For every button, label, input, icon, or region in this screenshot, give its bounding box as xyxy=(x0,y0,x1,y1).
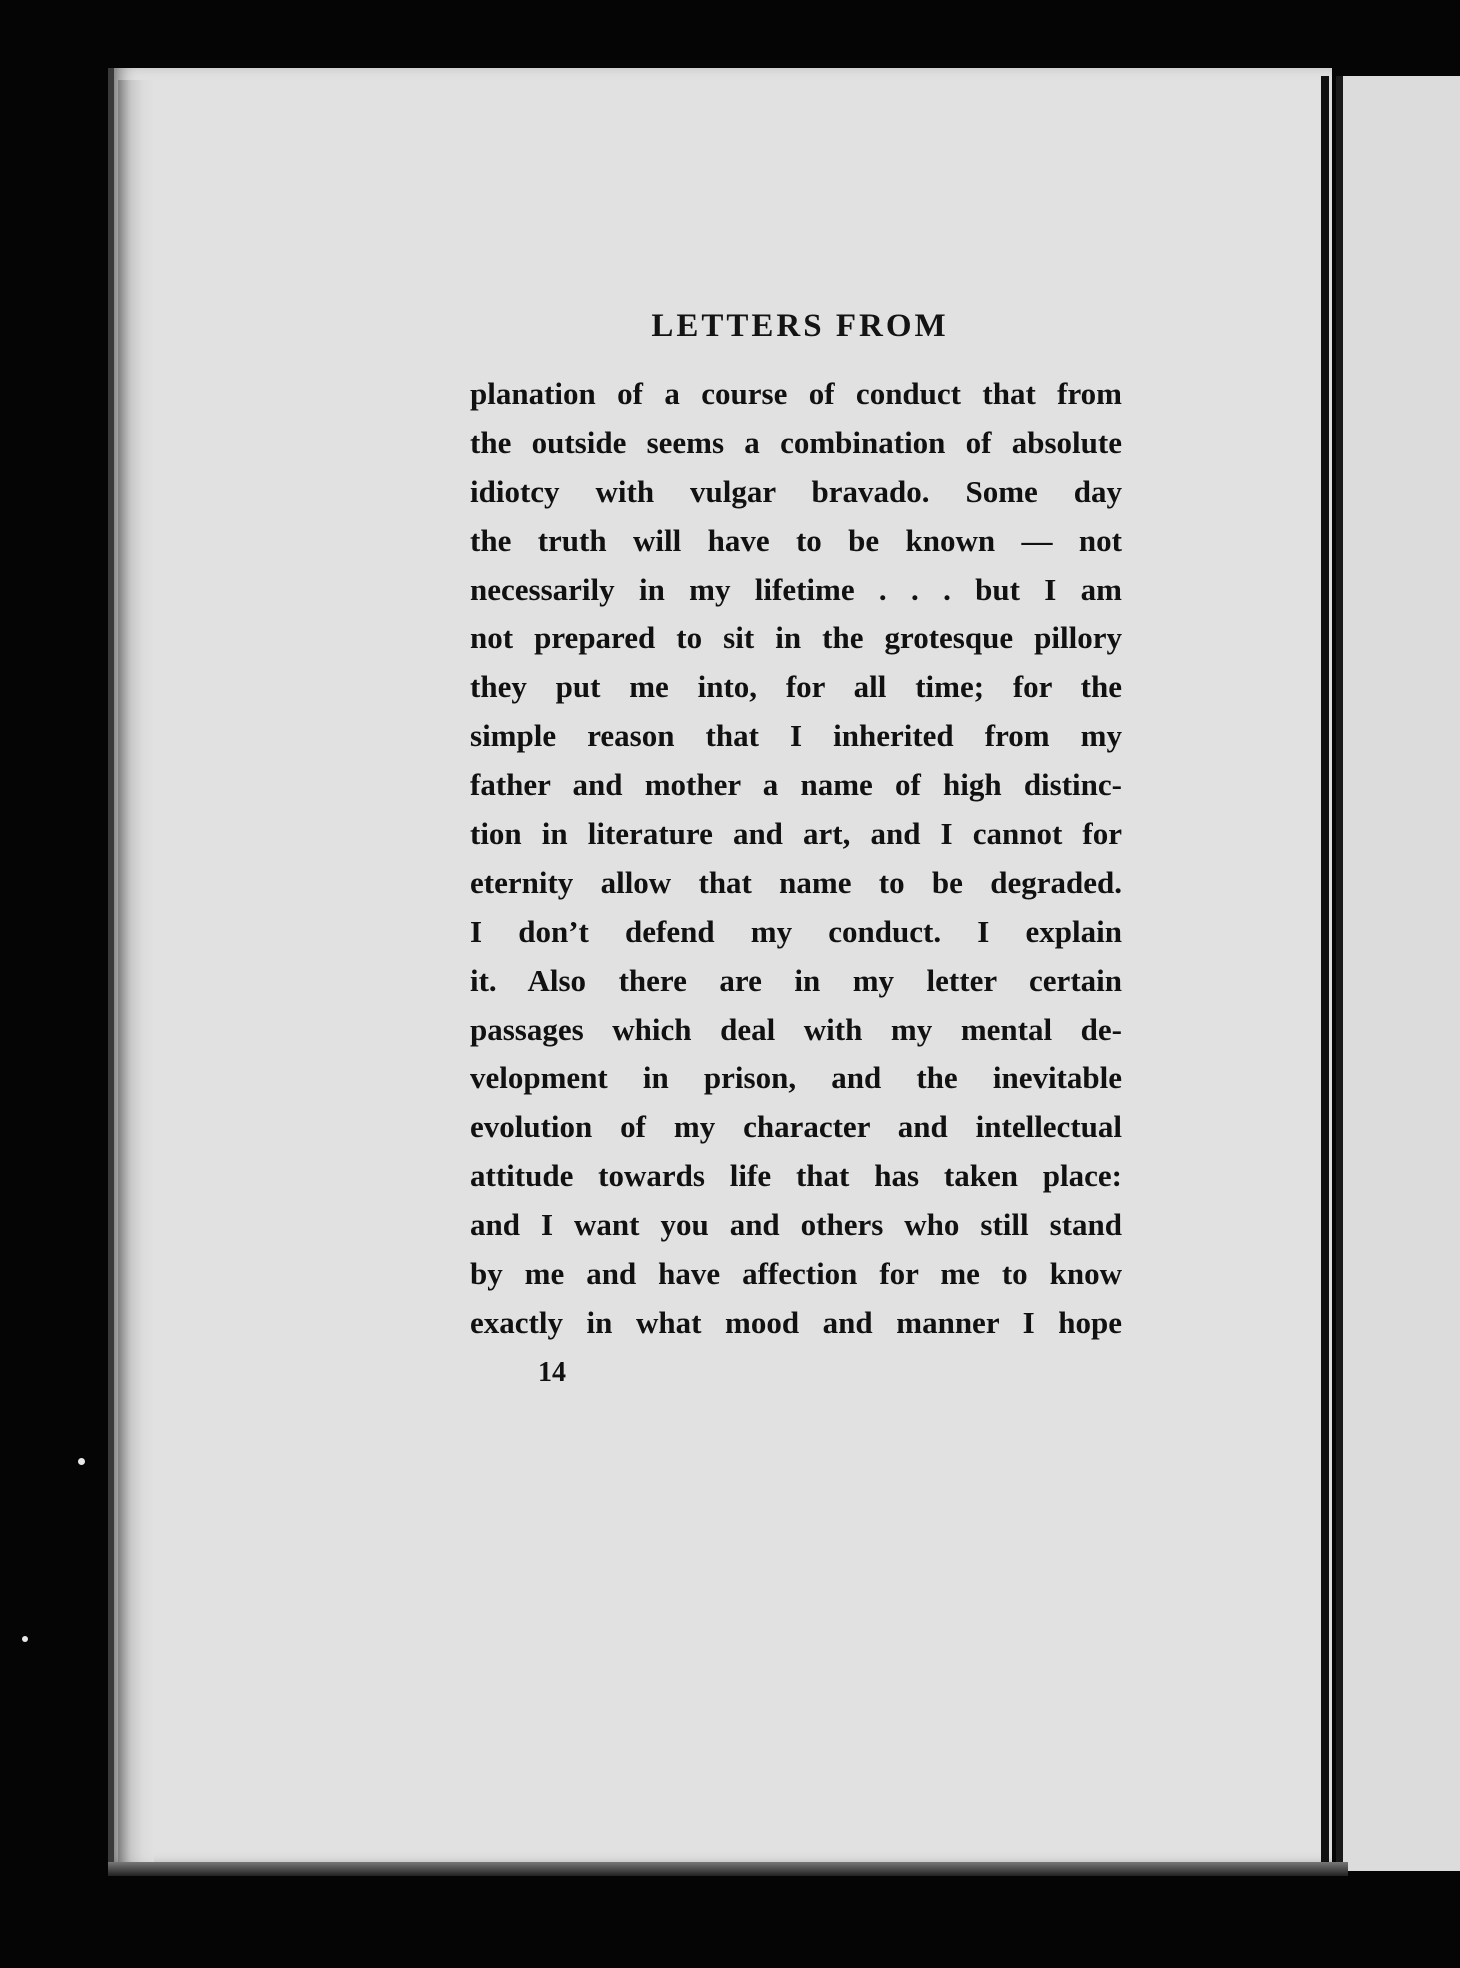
text-line: I don’t defend my conduct. I explain xyxy=(470,913,1122,949)
text-line: idiotcy with vulgar bravado. Some day xyxy=(470,473,1122,509)
facing-page-edge xyxy=(1336,76,1460,1871)
text-line: exactly in what mood and manner I hope xyxy=(470,1304,1122,1340)
text-line: passages which deal with my mental de- xyxy=(470,1011,1122,1047)
text-line: and I want you and others who still stand xyxy=(470,1207,1122,1243)
text-line: the outside seems a combination of absolute xyxy=(470,424,1122,460)
text-line: by me and have affection for me to know xyxy=(470,1256,1122,1292)
text-line: father and mother a name of high distinc- xyxy=(470,767,1122,803)
text-line: eternity allow that name to be degraded. xyxy=(470,864,1122,900)
running-head-text: LETTERS FROM xyxy=(651,308,949,344)
binding-shadow xyxy=(118,80,154,1865)
text-line: the truth will have to be known — not xyxy=(470,522,1122,558)
speck-mark xyxy=(22,1636,28,1642)
text-line: velopment in prison, and the inevitable xyxy=(470,1060,1122,1096)
text-line: evolution of my character and intellectual xyxy=(470,1109,1122,1145)
page-number: 14 xyxy=(538,1357,566,1388)
text-line: tion in literature and art, and I cannot for xyxy=(470,816,1122,852)
text-line: they put me into, for all time; for the xyxy=(470,669,1122,705)
text-line: necessarily in my lifetime . . . but I am xyxy=(470,571,1122,607)
text-line: not prepared to sit in the grotesque pillory xyxy=(470,620,1122,656)
page-bottom-edge xyxy=(108,1862,1348,1876)
text-line: attitude towards life that has taken place: xyxy=(470,1158,1122,1194)
body-text xyxy=(470,370,1122,1348)
page-gutter xyxy=(1321,76,1329,1871)
text-line: it. Also there are in my letter certain xyxy=(470,962,1122,998)
speck-mark xyxy=(78,1458,85,1465)
text-line: simple reason that I inherited from my xyxy=(470,718,1122,754)
text-line: planation of a course of conduct that from xyxy=(470,376,1122,411)
